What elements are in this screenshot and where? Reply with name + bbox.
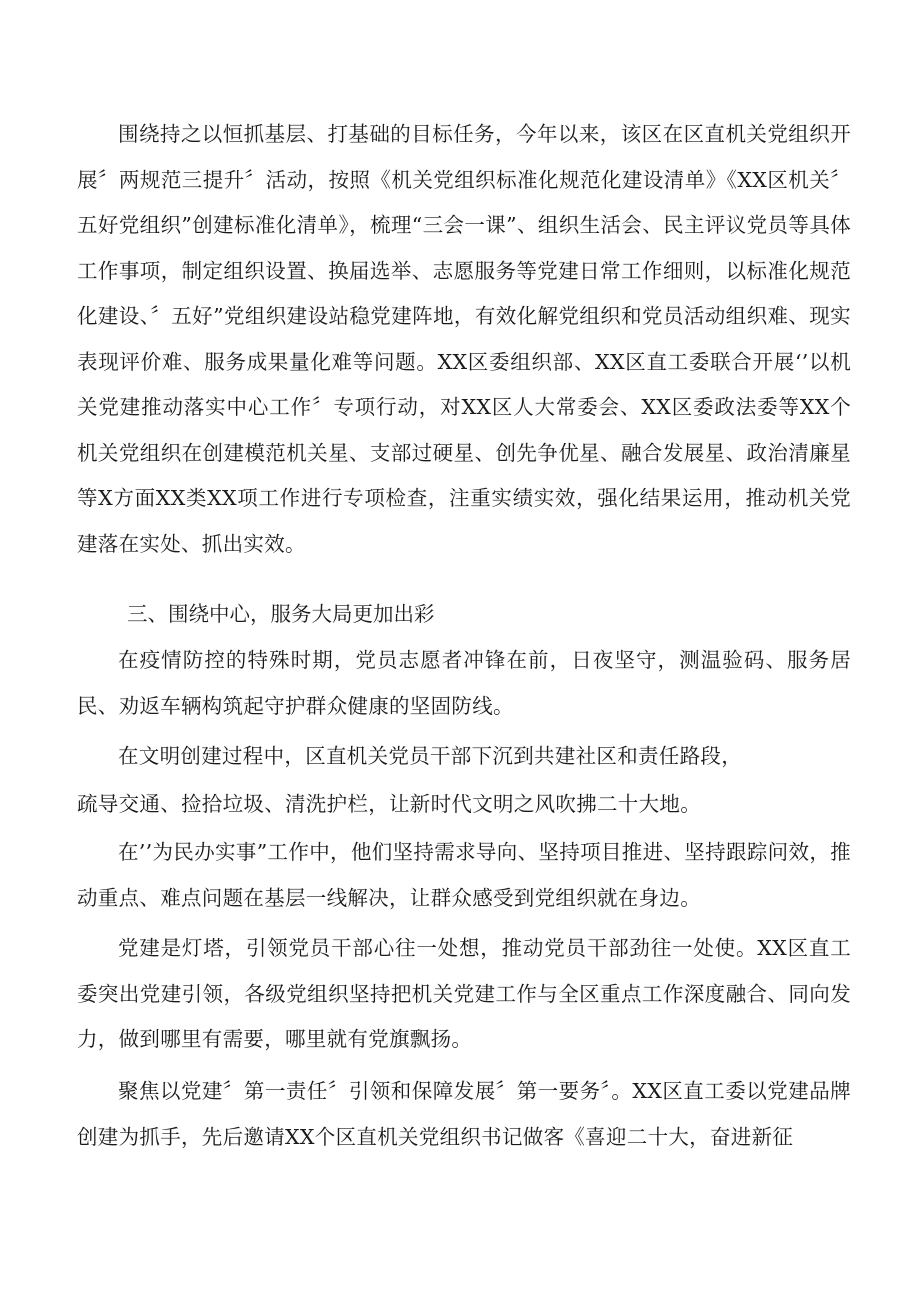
paragraph-2: 在疫情防控的特殊时期，党员志愿者冲锋在前，日夜坚守，测温验码、服务居民、劝返车辆构筑起守护群众健康的坚固防线。	[77, 648, 851, 718]
paragraph-4: 在’’为民办实事”工作中，他们坚持需求导向、坚持项目推进、坚持跟踪问效，推动重点、难点问题在基层一线解决，让群众感受到党组织就在身边。	[77, 840, 851, 910]
section-heading-3: 三、围绕中心，服务大局更加出彩	[127, 602, 435, 626]
paragraph-3-line-1: 在文明创建过程中，区直机关党员干部下沉到共建社区和责任路段，	[118, 744, 742, 768]
paragraph-1: 围绕持之以恒抓基层、打基础的目标任务，今年以来，该区在区直机关党组织开展〞两规范三提升〞活动，按照《机关党组织标准化规范化建设清单》《XX区机关〞五好党组织”创建标准化清单》，梳理“三会一课”、组织生活会、民主评议党员等具体工作事项，制定组织设置、换届选举、志愿服务等党建日常工作细则，以标准化规范化建设、〞五好”党组织建设站稳党建阵地，有效化解党组织和党员活动组织难、现实表现评价难、服务成果量化难等问题。XX区委组织部、XX区直工委联合开展‘’以机关党建推动落实中心工作〞专项行动，对XX区人大常委会、XX区委政法委等XX个机关党组织在创建模范机关星、支部过硬星、创先争优星、融合发展星、政治清廉星等X方面XX类XX项工作进行专项检查，注重实绩实效，强化结果运用，推动机关党建落在实处、抓出实效。	[77, 122, 851, 556]
paragraph-3-line-2: 疏导交通、捡拾垃圾、清洗护栏，让新时代文明之风吹拂二十大地。	[77, 792, 701, 816]
paragraph-5: 党建是灯塔，引领党员干部心往一处想，推动党员干部劲往一处使。XX区直工委突出党建引领，各级党组织坚持把机关党建工作与全区重点工作深度融合、同向发力，做到哪里有需要，哪里就有党旗飘扬。	[77, 936, 851, 1051]
paragraph-6: 聚焦以党建〞第一责任〞引领和保障发展〞第一要务〞。XX区直工委以党建品牌创建为抓手，先后邀请XX个区直机关党组织书记做客《喜迎二十大，奋进新征	[77, 1079, 851, 1149]
